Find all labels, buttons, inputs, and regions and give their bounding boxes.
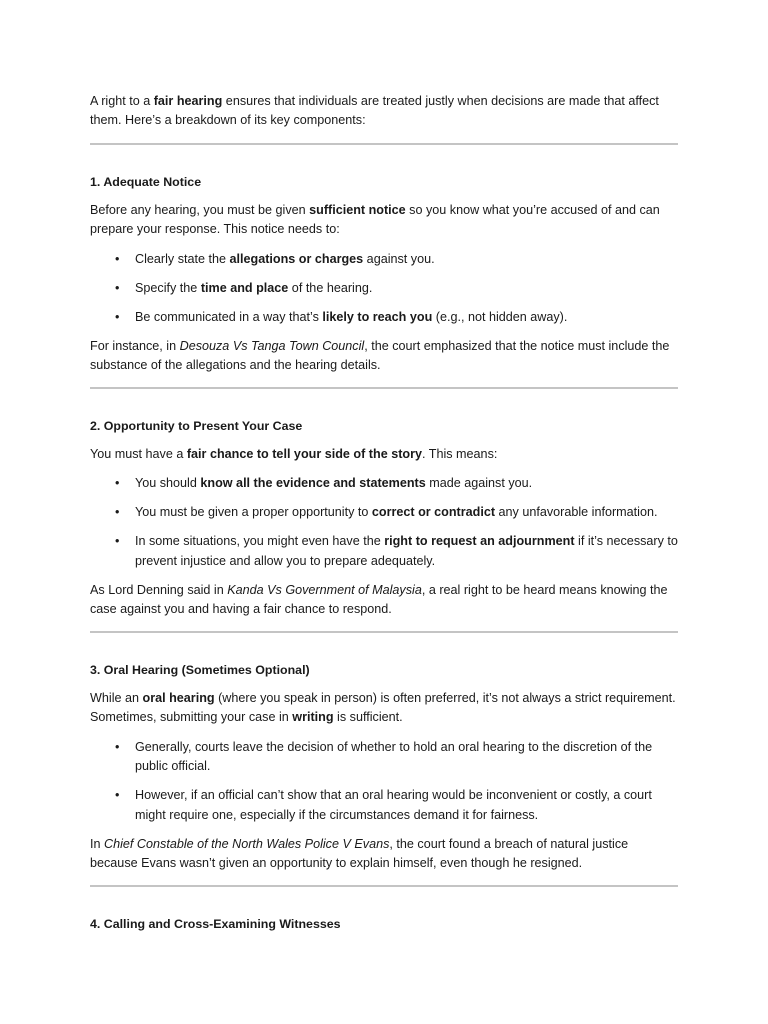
section-heading-calling-witnesses: 4. Calling and Cross-Examining Witnesses xyxy=(90,916,341,931)
section-divider xyxy=(90,885,678,887)
list-item: • You should know all the evidence and statements made against you. xyxy=(135,474,678,493)
case-example-paragraph: For instance, in Desouza Vs Tanga Town Council, the court emphasized that the notice must include the substance of the allegations and the hearing details. xyxy=(90,339,670,373)
section-lead-paragraph: While an oral hearing (where you speak in person) is often preferred, it’s not always a strict requirement. Sometimes, submitting your case in writing is sufficient. xyxy=(90,690,676,725)
section-heading-adequate-notice: 1. Adequate Notice xyxy=(90,174,202,189)
section-lead-paragraph: Before any hearing, you must be given sufficient notice so you know what you’re accused of and can prepare your response. This notice needs to: xyxy=(90,202,660,237)
section-heading-opportunity-to-present: 2. Opportunity to Present Your Case xyxy=(90,418,303,433)
list-item: • You must be given a proper opportunity to correct or contradict any unfavorable information. xyxy=(135,503,678,522)
list-item: • Clearly state the allegations or charges against you. xyxy=(135,250,678,269)
case-example-paragraph: As Lord Denning said in Kanda Vs Government of Malaysia, a real right to be heard means knowing the case against you and having a fair chance to respond. xyxy=(90,583,668,617)
section-divider xyxy=(90,387,678,389)
intro-paragraph: A right to a fair hearing ensures that individuals are treated justly when decisions are made that affect them. Here’s a breakdown of its key components: xyxy=(90,94,659,128)
list-item: • Specify the time and place of the hearing. xyxy=(135,279,678,298)
section-lead-paragraph: You must have a fair chance to tell your side of the story. This means: xyxy=(90,446,498,461)
list-item: • Generally, courts leave the decision of whether to hold an oral hearing to the discretion of the public official. xyxy=(135,738,678,777)
section-divider xyxy=(90,143,678,145)
list-item: • However, if an official can’t show that an oral hearing would be inconvenient or costly, a court might require one, especially if the circumstances demand it for fairness. xyxy=(135,786,678,825)
bullet-list xyxy=(90,738,678,825)
section-heading-oral-hearing: 3. Oral Hearing (Sometimes Optional) xyxy=(90,662,310,677)
document-page xyxy=(90,92,678,943)
list-item: • In some situations, you might even have the right to request an adjournment if it’s necessary to prevent injustice and allow you to prepare adequately. xyxy=(135,532,678,571)
case-example-paragraph: In Chief Constable of the North Wales Police V Evans, the court found a breach of natural justice because Evans wasn’t given an opportunity to explain himself, even though he resigned. xyxy=(90,836,629,871)
bullet-list xyxy=(90,250,678,327)
list-item: • Be communicated in a way that’s likely to reach you (e.g., not hidden away). xyxy=(135,308,678,327)
section-divider xyxy=(90,631,678,633)
bullet-list xyxy=(90,474,678,571)
